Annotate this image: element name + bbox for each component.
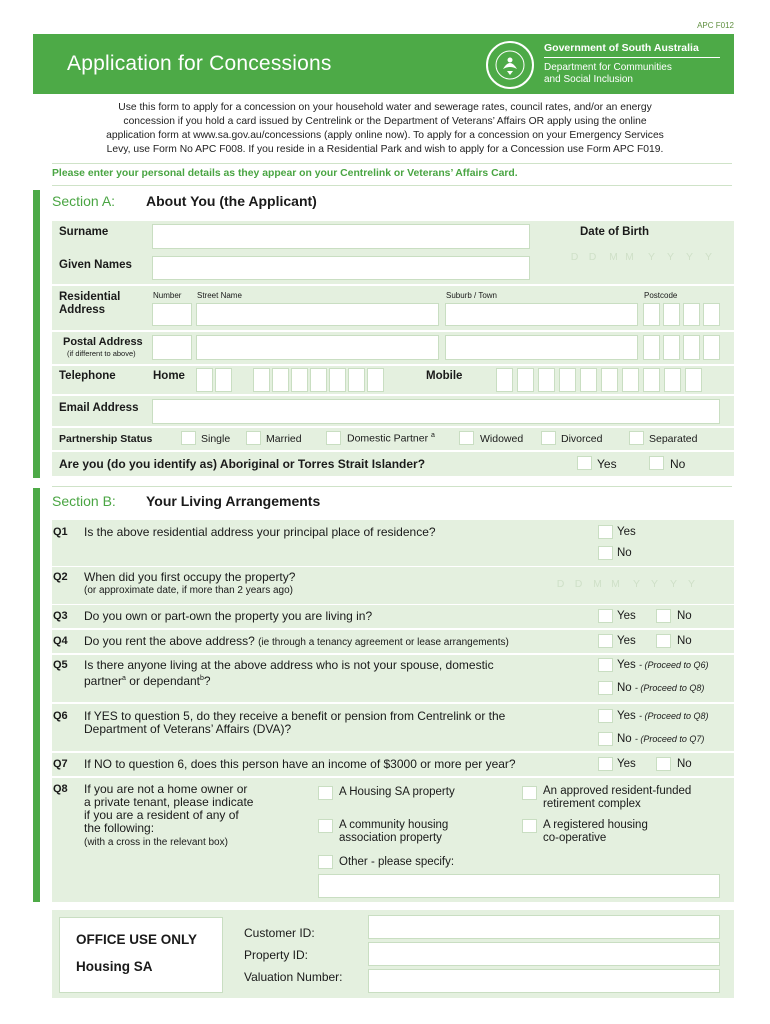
separated-label: Separated xyxy=(649,433,698,445)
customer-id-label: Customer ID: xyxy=(244,926,315,940)
q3-yes-checkbox[interactable] xyxy=(598,609,613,623)
date-digit: Y xyxy=(669,578,677,590)
retirement-complex-line: retirement complex xyxy=(543,798,641,810)
q1-text: Is the above residential address your principal place of residence? xyxy=(84,525,436,539)
residential-street-field[interactable] xyxy=(196,303,439,326)
q1-yes-label: Yes xyxy=(617,526,636,538)
q8-subtext: (with a cross in the relevant box) xyxy=(84,837,228,848)
atsi-no-label: No xyxy=(670,457,686,471)
date-digit: D xyxy=(574,578,583,590)
q6-no-option xyxy=(617,733,704,745)
atsi-yes-label: Yes xyxy=(597,457,617,471)
postal-sublabel: (if different to above) xyxy=(67,349,136,358)
separated-checkbox[interactable] xyxy=(629,431,644,445)
divorced-checkbox[interactable] xyxy=(541,431,556,445)
postal-street-field[interactable] xyxy=(196,335,439,360)
domestic-partner-label xyxy=(347,432,435,445)
retirement-complex-line: An approved resident-funded xyxy=(543,785,692,797)
q5-yes-label: Yes xyxy=(617,659,636,671)
intro-line: Levy, use Form No APC F008. If you reside in a Residential Park and wish to apply for a Concession use Form APC F019. xyxy=(106,144,664,155)
department-name-line-1: Department for Communities xyxy=(544,62,672,73)
q7-no-label: No xyxy=(677,758,692,770)
q5-no-note: - (Proceed to Q8) xyxy=(634,683,705,693)
q5-no-label: No xyxy=(617,682,632,694)
form-code: APC F012 xyxy=(697,21,734,30)
single-checkbox[interactable] xyxy=(181,431,196,445)
footnote-marker: a xyxy=(122,675,126,682)
q7-yes-label: Yes xyxy=(617,758,636,770)
phone-cell xyxy=(196,368,213,392)
phone-cell xyxy=(329,368,346,392)
residential-label: Address xyxy=(59,304,106,316)
q6-yes-checkbox[interactable] xyxy=(598,709,613,723)
widowed-checkbox[interactable] xyxy=(459,431,474,445)
atsi-yes-checkbox[interactable] xyxy=(577,456,592,470)
q1-number: Q1 xyxy=(53,526,68,538)
q5-no-option xyxy=(617,682,704,694)
phone-cell xyxy=(272,368,289,392)
surname-label: Surname xyxy=(59,226,109,238)
q5-no-checkbox[interactable] xyxy=(598,681,613,695)
phone-cell xyxy=(367,368,384,392)
housing-cooperative-label xyxy=(543,819,648,845)
q8-text-line-4: the following: xyxy=(84,821,155,835)
married-checkbox[interactable] xyxy=(246,431,261,445)
q4-text xyxy=(84,635,509,649)
footnote-marker: a xyxy=(431,432,435,439)
mobile-cell xyxy=(664,368,681,392)
section-a-label: Section A: xyxy=(52,193,116,209)
dob-digit: Y xyxy=(704,251,712,263)
retirement-complex-label xyxy=(543,785,691,811)
mobile-cell xyxy=(685,368,702,392)
residential-suburb-field[interactable] xyxy=(445,303,638,326)
residential-postcode-field[interactable] xyxy=(643,303,721,326)
mobile-label: Mobile xyxy=(426,370,463,382)
q7-text: If NO to question 6, does this person have an income of $3000 or more per year? xyxy=(84,757,516,771)
intro-paragraph xyxy=(40,101,730,157)
date-digit: Y xyxy=(632,578,640,590)
q5-yes-checkbox[interactable] xyxy=(598,658,613,672)
q4-subtext: (ie through a tenancy agreement or lease arrangements) xyxy=(258,637,509,648)
q3-no-label: No xyxy=(677,610,692,622)
customer-id-field[interactable] xyxy=(368,915,720,939)
married-label: Married xyxy=(266,433,302,445)
valuation-number-label: Valuation Number: xyxy=(244,970,343,984)
postcode-cell xyxy=(683,303,700,326)
phone-cell xyxy=(215,368,232,392)
property-id-label: Property ID: xyxy=(244,948,309,962)
q2-number: Q2 xyxy=(53,571,68,583)
postal-postcode-field[interactable] xyxy=(643,335,721,360)
atsi-question: Are you (do you identify as) Aboriginal or Torres Strait Islander? xyxy=(59,457,426,471)
housing-sa-checkbox[interactable] xyxy=(318,786,333,800)
q7-number: Q7 xyxy=(53,758,68,770)
q8-text-line-2: a private tenant, please indicate xyxy=(84,795,254,809)
postcode-cell xyxy=(703,303,720,326)
date-digit: M xyxy=(611,578,620,590)
q2-date-field[interactable] xyxy=(552,575,702,595)
postcode-cell xyxy=(643,303,660,326)
q5-word: ? xyxy=(203,674,211,688)
mobile-cell xyxy=(559,368,576,392)
phone-cell xyxy=(310,368,327,392)
date-digit: D xyxy=(556,578,565,590)
section-b-label: Section B: xyxy=(52,493,116,509)
q6-yes-label: Yes xyxy=(617,710,636,722)
mobile-cell xyxy=(496,368,513,392)
q4-no-label: No xyxy=(677,635,692,647)
domestic-partner-text: Domestic Partner xyxy=(347,432,429,445)
q3-yes-label: Yes xyxy=(617,610,636,622)
domestic-partner-checkbox[interactable] xyxy=(326,431,341,445)
q8-number: Q8 xyxy=(53,783,68,795)
mobile-cell xyxy=(538,368,555,392)
dob-digit: D xyxy=(588,251,597,263)
mobile-cell xyxy=(622,368,639,392)
column-street-label: Street Name xyxy=(197,291,242,300)
other-label: Other - please specify: xyxy=(339,856,455,868)
dob-digit: Y xyxy=(666,251,674,263)
q3-text: Do you own or part-own the property you are living in? xyxy=(84,609,373,623)
q1-yes-checkbox[interactable] xyxy=(598,525,613,539)
dob-digit: M xyxy=(625,251,634,263)
mobile-cell xyxy=(643,368,660,392)
postal-suburb-field[interactable] xyxy=(445,335,638,360)
section-b-title: Your Living Arrangements xyxy=(146,493,321,509)
atsi-no-checkbox[interactable] xyxy=(649,456,664,470)
q5-yes-option xyxy=(617,659,709,671)
state-seal-logo xyxy=(486,41,534,89)
retirement-complex-checkbox[interactable] xyxy=(522,786,537,800)
residential-number-field[interactable] xyxy=(152,303,192,326)
q6-text-line-1: If YES to question 5, do they receive a benefit or pension from Centrelink or the xyxy=(84,709,506,723)
q1-no-label: No xyxy=(617,547,632,559)
q4-no-checkbox[interactable] xyxy=(656,634,671,648)
email-field[interactable] xyxy=(152,399,720,424)
date-digit: Y xyxy=(650,578,658,590)
postcode-cell xyxy=(663,335,680,360)
instruction-hint: Please enter your personal details as they appear on your Centrelink or Veterans’ Affairs Card. xyxy=(52,168,518,179)
q3-number: Q3 xyxy=(53,610,68,622)
government-name: Government of South Australia xyxy=(544,42,699,54)
q6-no-note: - (Proceed to Q7) xyxy=(634,734,705,744)
q7-yes-checkbox[interactable] xyxy=(598,757,613,771)
mobile-cell xyxy=(580,368,597,392)
postal-label: Postal Address xyxy=(63,336,143,348)
dob-field[interactable] xyxy=(566,248,720,268)
date-digit: M xyxy=(593,578,602,590)
q2-text: When did you first occupy the property? xyxy=(84,570,296,584)
divider xyxy=(52,486,732,487)
housing-cooperative-checkbox[interactable] xyxy=(522,819,537,833)
q6-yes-note: - (Proceed to Q8) xyxy=(638,711,709,721)
mobile-field[interactable] xyxy=(496,368,720,392)
postcode-cell xyxy=(663,303,680,326)
email-label: Email Address xyxy=(59,402,139,414)
home-phone-field[interactable] xyxy=(196,368,382,392)
footnote-marker: b xyxy=(200,675,204,682)
dob-label: Date of Birth xyxy=(580,226,649,238)
given-names-label: Given Names xyxy=(59,259,132,271)
q4-number: Q4 xyxy=(53,635,68,647)
phone-cell xyxy=(291,368,308,392)
community-housing-line: association property xyxy=(339,832,442,844)
date-digit: Y xyxy=(687,578,695,590)
q3-no-checkbox[interactable] xyxy=(656,609,671,623)
intro-line: application form at www.sa.gov.au/concessions (apply online now). To apply for a concession on your Emergency Services xyxy=(106,130,664,141)
piping-shrike-icon xyxy=(488,43,532,87)
residential-label: Residential xyxy=(59,291,121,303)
surname-field[interactable] xyxy=(152,224,530,249)
q6-no-label: No xyxy=(617,733,632,745)
postcode-cell xyxy=(683,335,700,360)
single-label: Single xyxy=(201,433,231,445)
telephone-label: Telephone xyxy=(59,370,116,382)
section-a-title: About You (the Applicant) xyxy=(146,193,317,209)
community-housing-label xyxy=(339,819,448,845)
mobile-cell xyxy=(601,368,618,392)
q5-text-line-1: Is there anyone living at the above address who is not your spouse, domestic xyxy=(84,658,494,672)
widowed-label: Widowed xyxy=(480,433,524,445)
divider xyxy=(52,163,732,164)
divorced-label: Divorced xyxy=(561,433,603,445)
housing-sa-label: A Housing SA property xyxy=(339,786,455,798)
column-postcode-label: Postcode xyxy=(644,291,678,300)
community-housing-checkbox[interactable] xyxy=(318,819,333,833)
dob-digit: D xyxy=(570,251,579,263)
mobile-cell xyxy=(517,368,534,392)
column-suburb-label: Suburb / Town xyxy=(446,291,497,300)
given-names-field[interactable] xyxy=(152,256,530,280)
office-use-heading: OFFICE USE ONLY xyxy=(76,932,198,947)
section-a-sidebar xyxy=(33,190,40,478)
department-name-line-2: and Social Inclusion xyxy=(544,74,633,85)
postcode-cell xyxy=(703,335,720,360)
q4-yes-label: Yes xyxy=(617,635,636,647)
q5-yes-note: - (Proceed to Q6) xyxy=(638,660,709,670)
q7-no-checkbox[interactable] xyxy=(656,757,671,771)
partnership-label: Partnership Status xyxy=(59,433,153,445)
property-id-field[interactable] xyxy=(368,942,720,966)
q5-text-line-2 xyxy=(84,672,211,688)
office-use-agency: Housing SA xyxy=(76,959,153,974)
q1-no-checkbox[interactable] xyxy=(598,546,613,560)
column-number-label: Number xyxy=(153,291,182,300)
postal-number-field[interactable] xyxy=(152,335,192,360)
dob-digit: M xyxy=(609,251,618,263)
q6-no-checkbox[interactable] xyxy=(598,732,613,746)
intro-line: Use this form to apply for a concession on your household water and sewerage rates, council rates, and/or an energy xyxy=(118,102,652,113)
q8-text-line-1: If you are not a home owner or xyxy=(84,782,248,796)
q5-word: or dependant xyxy=(125,674,200,688)
home-phone-label: Home xyxy=(153,370,185,382)
q6-text-line-2: Department of Veterans’ Affairs (DVA)? xyxy=(84,722,292,736)
section-b-sidebar xyxy=(33,488,40,902)
other-specify-field[interactable] xyxy=(318,874,720,898)
divider xyxy=(52,185,732,186)
other-checkbox[interactable] xyxy=(318,855,333,869)
dob-digit: Y xyxy=(685,251,693,263)
housing-cooperative-line: co-operative xyxy=(543,832,607,844)
q4-question: Do you rent the above address? xyxy=(84,634,255,648)
q5-number: Q5 xyxy=(53,659,68,671)
intro-line: concession if you hold a card issued by Centrelink or the Department of Veterans’ Affairs OR apply using the online xyxy=(123,116,647,127)
q8-text-line-3: if you are a resident of any of xyxy=(84,808,239,822)
housing-cooperative-line: A registered housing xyxy=(543,819,648,831)
q5-word: partner xyxy=(84,674,123,688)
postcode-cell xyxy=(643,335,660,360)
header-divider xyxy=(544,57,720,58)
phone-cell xyxy=(348,368,365,392)
q4-yes-checkbox[interactable] xyxy=(598,634,613,648)
valuation-number-field[interactable] xyxy=(368,969,720,993)
q2-subtext: (or approximate date, if more than 2 years ago) xyxy=(84,585,293,596)
office-use-panel xyxy=(59,917,223,993)
form-title: Application for Concessions xyxy=(67,52,332,75)
community-housing-line: A community housing xyxy=(339,819,449,831)
dob-digit: Y xyxy=(647,251,655,263)
q6-yes-option xyxy=(617,710,709,722)
phone-cell xyxy=(253,368,270,392)
q6-number: Q6 xyxy=(53,710,68,722)
